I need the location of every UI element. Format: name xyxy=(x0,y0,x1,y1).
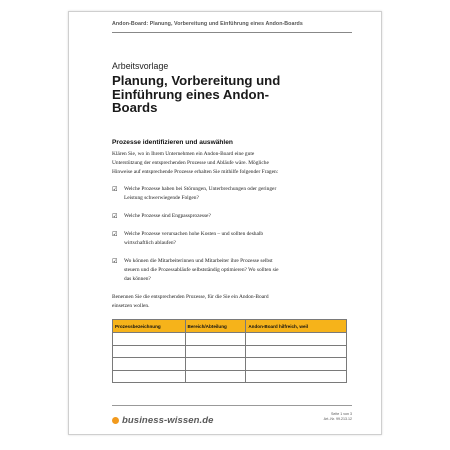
table-cell[interactable] xyxy=(185,345,246,358)
column-header: Andon-Board hilfreich, weil xyxy=(246,320,347,333)
title-line: Planung, Vorbereitung und xyxy=(112,73,281,88)
table-cell[interactable] xyxy=(246,358,347,371)
table-cell[interactable] xyxy=(246,345,347,358)
question-line: Welche Prozesse verursachen hohe Kosten – und sollten deshalb xyxy=(124,231,264,237)
intro-line: Klären Sie, wo in Ihrem Unternehmen ein Andon-Board eine gute xyxy=(112,151,255,157)
checkbox-icon: ☑ xyxy=(112,231,118,238)
question-line: steuern und die Prozessabläufe selbstständig optimieren? Wo sollten sie xyxy=(124,267,279,273)
table-header-row xyxy=(113,320,347,333)
table-cell[interactable] xyxy=(113,370,186,383)
closing-line: einsetzen wollen. xyxy=(112,303,150,309)
question-line: Welche Prozesse sind Engpassprozesse? xyxy=(124,213,211,219)
header-divider xyxy=(112,32,352,33)
running-header: Andon-Board: Planung, Vorbereitung und Einführung eines Andon-Boards xyxy=(112,21,303,27)
section-title: Prozesse identifizieren und auswählen xyxy=(112,139,233,146)
title-line: Boards xyxy=(112,100,158,116)
intro-line: Unterstützung der entsprechenden Prozesse und Abläufe wäre. Mögliche xyxy=(112,160,269,166)
table-cell[interactable] xyxy=(113,333,186,346)
checkbox-icon: ☑ xyxy=(112,186,118,193)
intro-paragraph xyxy=(112,150,342,177)
question-text xyxy=(124,257,348,284)
page-number: Seite 1 von 3 xyxy=(331,412,352,416)
table-row xyxy=(113,345,347,358)
title-line: Einführung eines Andon- xyxy=(112,86,270,102)
logo-dot-icon xyxy=(112,417,119,424)
footer-divider xyxy=(112,405,352,406)
question-line: das können? xyxy=(124,276,151,282)
table-cell[interactable] xyxy=(185,333,246,346)
intro-line: Hinweise auf entsprechende Prozesse erhalten Sie mithilfe folgender Fragen: xyxy=(112,169,279,175)
question-text xyxy=(124,185,348,203)
table-row xyxy=(113,333,347,346)
question-line: Leistung schwerwiegende Folgen? xyxy=(124,195,199,201)
table-cell[interactable] xyxy=(185,370,246,383)
logo-text: business-wissen.de xyxy=(122,414,214,426)
question-line: Welche Prozesse haben bei Störungen, Unterbrechungen oder geringer xyxy=(124,186,277,192)
checkbox-icon: ☑ xyxy=(112,213,118,220)
question-line: wirtschaftlich ablaufen? xyxy=(124,240,176,246)
table-cell[interactable] xyxy=(185,358,246,371)
question-text xyxy=(124,212,348,221)
column-header: Bereich/Abteilung xyxy=(185,320,246,333)
brand-logo xyxy=(112,414,214,426)
closing-line: Benennen Sie die entsprechenden Prozesse, für die Sie ein Andon-Board xyxy=(112,294,269,300)
table-cell[interactable] xyxy=(113,345,186,358)
process-table xyxy=(112,319,347,383)
table-cell[interactable] xyxy=(246,370,347,383)
column-header: Prozessbezeichnung xyxy=(113,320,186,333)
table-cell[interactable] xyxy=(246,333,347,346)
document-title xyxy=(112,74,302,115)
table-row xyxy=(113,358,347,371)
question-line: Wo können die Mitarbeiterinnen und Mitarbeiter ihre Prozesse selbst xyxy=(124,258,273,264)
table-row xyxy=(113,370,347,383)
article-number: Art.-Nr. 99.213.12 xyxy=(323,417,352,422)
closing-paragraph xyxy=(112,293,342,311)
table-cell[interactable] xyxy=(113,358,186,371)
checkbox-icon: ☑ xyxy=(112,258,118,265)
document-kicker: Arbeitsvorlage xyxy=(112,61,169,71)
question-text xyxy=(124,230,348,248)
page-info xyxy=(324,412,352,423)
